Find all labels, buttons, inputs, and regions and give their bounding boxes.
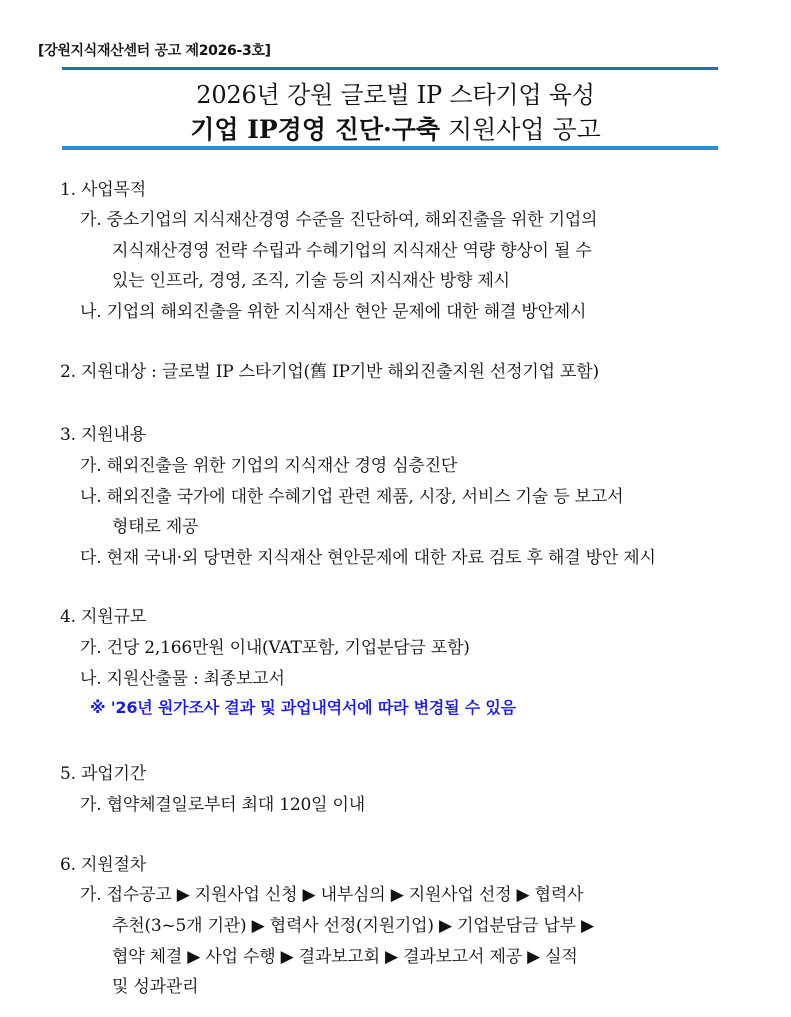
- section-6-item-a-line-2: 추천(3~5개 기관) ▶ 협력사 선정(지원기업) ▶ 기업분담금 납부 ▶: [112, 916, 594, 936]
- section-4-item-b: 나. 지원산출물 : 최종보고서: [80, 669, 285, 689]
- section-5-item-a: 가. 협약체결일로부터 최대 120일 이내: [80, 795, 365, 815]
- section-6-heading: 6. 지원절차: [60, 855, 146, 875]
- section-4-note: ※ '26년 원가조사 결과 및 과업내역서에 따라 변경될 수 있음: [90, 698, 516, 717]
- title-line-2-bold: 기업 IP경영 진단·구축: [190, 115, 440, 144]
- title-line-2-rest: 지원사업 공고: [440, 115, 601, 144]
- title-line-1: 2026년 강원 글로벌 IP 스타기업 육성: [196, 81, 595, 109]
- section-2-heading: 2. 지원대상 : 글로벌 IP 스타기업(舊 IP기반 해외진출지원 선정기업 포함): [60, 362, 599, 382]
- notice-number: [강원지식재산센터 공고 제2026-3호]: [38, 43, 271, 59]
- section-1-item-a-line-1: 가. 중소기업의 지식재산경영 수준을 진단하여, 해외진출을 위한 기업의: [80, 210, 598, 230]
- section-6-item-a-line-3: 협약 체결 ▶ 사업 수행 ▶ 결과보고회 ▶ 결과보고서 제공 ▶ 실적: [112, 947, 578, 967]
- title-line-2: [0, 110, 791, 146]
- section-4-heading: 4. 지원규모: [60, 607, 146, 627]
- section-3-item-a: 가. 해외진출을 위한 기업의 지식재산 경영 심층진단: [80, 456, 458, 476]
- section-1-item-a-line-2: 지식재산경영 전략 수립과 수혜기업의 지식재산 역량 향상이 될 수: [112, 241, 592, 261]
- section-6-item-a-line-4: 및 성과관리: [112, 977, 199, 997]
- section-6-item-a-line-1: 가. 접수공고 ▶ 지원사업 신청 ▶ 내부심의 ▶ 지원사업 선정 ▶ 협력사: [80, 885, 584, 905]
- section-5-heading: 5. 과업기간: [60, 764, 146, 784]
- section-3-item-b-line-1: 나. 해외진출 국가에 대한 수혜기업 관련 제품, 시장, 서비스 기술 등 보고서: [80, 487, 624, 507]
- section-3-item-c: 다. 현재 국내·외 당면한 지식재산 현안문제에 대한 자료 검토 후 해결 방안 제시: [80, 548, 656, 568]
- section-3-item-b-line-2: 형태로 제공: [112, 517, 199, 537]
- section-1-heading: 1. 사업목적: [60, 180, 146, 200]
- title-top-rule: [62, 67, 718, 70]
- section-3-heading: 3. 지원내용: [60, 425, 146, 445]
- section-1-item-a-line-3: 있는 인프라, 경영, 조직, 기술 등의 지식재산 방향 제시: [112, 271, 510, 291]
- section-1-item-b: 나. 기업의 해외진출을 위한 지식재산 현안 문제에 대한 해결 방안제시: [80, 302, 587, 322]
- title-bottom-rule: [62, 146, 718, 150]
- section-4-item-a: 가. 건당 2,166만원 이내(VAT포함, 기업분담금 포함): [80, 638, 470, 658]
